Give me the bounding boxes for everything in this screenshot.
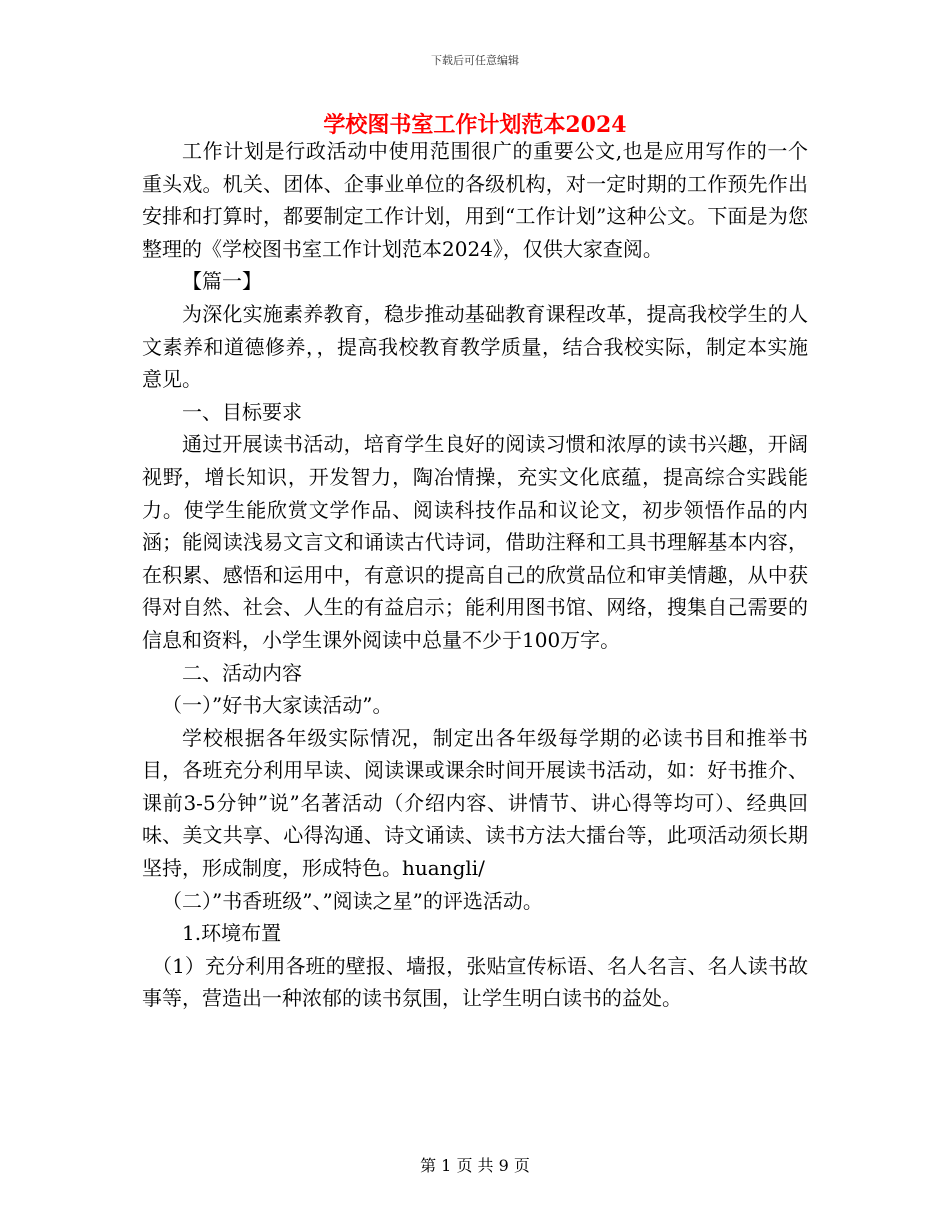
subheading-environment: 1.环境布置: [182, 921, 282, 946]
page-number: 第 1 页 共 9 页: [420, 1156, 530, 1175]
intro-paragraph: 工作计划是行政活动中使用范围很广的重要公文,也是应用写作的一个重头戏。机关、团体、企事业单位的各级机构，对一定时期的工作预先作出安排和打算时，都要制定工作计划，用到“工作计划”这种公文。下面是为您整理的《学校图书室工作计划范本2024》，仅供大家查阅。: [142, 139, 808, 261]
section-heading-part-one: 【篇一】: [182, 269, 262, 294]
purpose-paragraph: 为深化实施素养教育，稳步推动基础教育课程改革，提高我校学生的人文素养和道德修养，，提高我校教育教学质量，结合我校实际，制定本实施意见。: [142, 301, 808, 392]
good-books-paragraph: 学校根据各年级实际情况，制定出各年级每学期的必读书目和推举书目，各班充分利用早读、阅读课或课余时间开展读书活动，如：好书推介、课前3-5分钟”说”名著活动（介绍内容、讲情节、讲心得等均可）、经典回味、美文共享、心得沟通、诗文诵读、读书方法大擂台等，此项活动须长期坚持，形成制度，形成特色。huangli/: [142, 725, 808, 881]
environment-paragraph: （1）充分利用各班的壁报、墙报，张贴宣传标语、名人名言、名人读书故事等，营造出一种浓郁的读书氛围，让学生明白读书的益处。: [142, 953, 808, 1011]
page-header-note: 下载后可任意编辑: [431, 54, 519, 67]
document-body: [142, 135, 808, 1015]
heading-goals: 一、目标要求: [182, 399, 302, 424]
goals-paragraph: 通过开展读书活动，培育学生良好的阅读习惯和浓厚的读书兴趣，开阔视野，增长知识，开发智力，陶冶情操，充实文化底蕴，提高综合实践能力。使学生能欣赏文学作品、阅读科技作品和议论文，初步领悟作品的内涵；能阅读浅易文言文和诵读古代诗词，借助注释和工具书理解基本内容，在积累、感悟和运用中，有意识的提高自己的欣赏品位和审美情趣，从中获得对自然、社会、人生的有益启示；能利用图书馆、网络，搜集自己需要的信息和资料，小学生课外阅读中总量不少于100万字。: [142, 432, 808, 652]
subheading-reading-star: （二）”书香班级”、”阅读之星”的评选活动。: [162, 888, 543, 913]
heading-activities: 二、活动内容: [182, 660, 302, 685]
document-title: 学校图书室工作计划范本2024: [323, 112, 627, 138]
subheading-good-books: （一）”好书大家读活动”。: [162, 693, 393, 718]
